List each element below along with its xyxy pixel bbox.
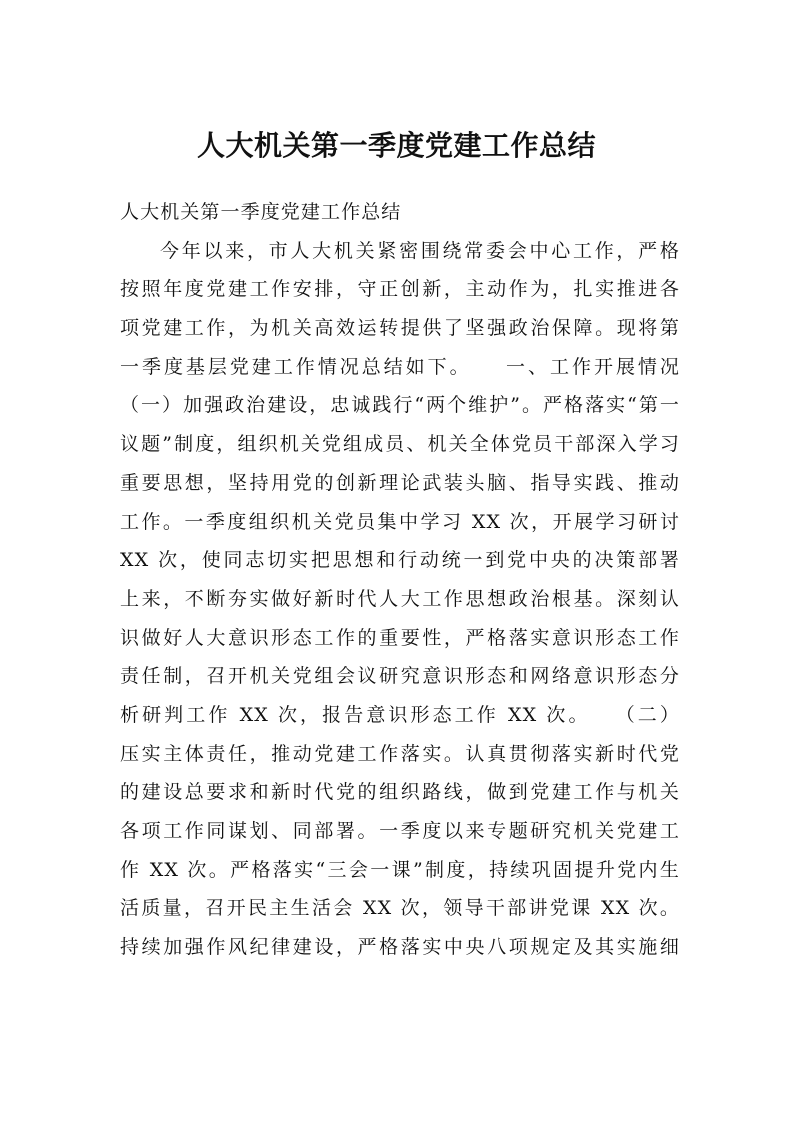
body-line: 作 XX 次。严格落实“三会一课”制度，持续巩固提升党内生: [120, 858, 680, 881]
body-line: 持续加强作风纪律建设，严格落实中央八项规定及其实施细: [120, 936, 680, 959]
body-line: 议题”制度，组织机关党组成员、机关全体党员干部深入学习: [120, 433, 680, 456]
document-body: [120, 193, 680, 967]
body-line: 上来，不断夯实做好新时代人大工作思想政治根基。深刻认: [120, 587, 680, 610]
body-line: 责任制，召开机关党组会议研究意识形态和网络意识形态分: [120, 665, 680, 688]
body-line: 活质量，召开民主生活会 XX 次，领导干部讲党课 XX 次。: [120, 897, 680, 920]
body-line: 各项工作同谋划、同部署。一季度以来专题研究机关党建工: [120, 820, 680, 842]
body-line: XX 次，使同志切实把思想和行动统一到党中央的决策部署: [120, 549, 680, 572]
body-line: 压实主体责任，推动党建工作落实。认真贯彻落实新时代党: [120, 742, 680, 765]
body-line: 识做好人大意识形态工作的重要性，严格落实意识形态工作: [120, 626, 680, 649]
body-line: 项党建工作，为机关高效运转提供了坚强政治保障。现将第: [120, 317, 680, 340]
body-line: 析研判工作 XX 次，报告意识形态工作 XX 次。 （二）: [120, 703, 680, 726]
body-line: 工作。一季度组织机关党员集中学习 XX 次，开展学习研讨: [120, 510, 680, 533]
body-line: 今年以来，市人大机关紧密围绕常委会中心工作，严格: [160, 239, 680, 262]
document-title: 人大机关第一季度党建工作总结: [196, 129, 596, 162]
body-line: 的建设总要求和新时代党的组织路线，做到党建工作与机关: [120, 781, 680, 804]
body-line: （一）加强政治建设，忠诚践行“两个维护”。严格落实“第一: [120, 394, 680, 417]
body-line: 重要思想，坚持用党的创新理论武装头脑、指导实践、推动: [120, 471, 680, 494]
body-line: 一季度基层党建工作情况总结如下。 一、工作开展情况: [120, 355, 680, 378]
body-line: 按照年度党建工作安排，守正创新，主动作为，扎实推进各: [120, 278, 680, 301]
subtitle-line: 人大机关第一季度党建工作总结: [120, 201, 402, 223]
